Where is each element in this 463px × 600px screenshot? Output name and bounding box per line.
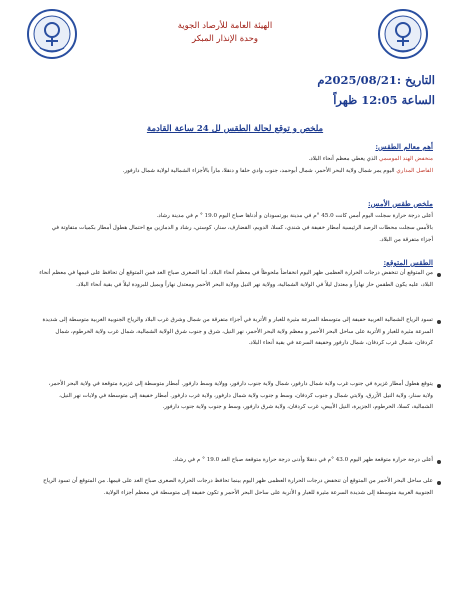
itcz-text: اليوم يمر شمال ولاية البحر الأحمر، شمال أبوحمد، جنوب وادي حلفا و دنقلا، ماراً بالأجزاء الشمالية لولاية شمال دارفور.: [122, 168, 397, 174]
section-forecast-heading: [383, 258, 433, 267]
page-title: ملخص و توقع لحالة الطقس لل 24 ساعة القادمة: [146, 124, 324, 134]
organization-name: [150, 20, 300, 46]
yesterday-temperatures: أعلى درجة حرارة سجلت اليوم أمس كانت 45.0 °م في مدينة بورتسودان و أدناها صباح اليوم 19.0 ° م في مدينة رشاد.: [156, 213, 433, 219]
report-time: الساعة 12:05 ظهراً: [333, 93, 435, 107]
bullet-dot: [437, 384, 441, 388]
forecast-red-sea-coast: على ساحل البحر الأحمر من المتوقع أن تنخفض درجات الحرارة العظمى ظهر اليوم بينما تحافظ درجات الحرارة الصغرى صباح الغد على قيمها. من المتوقع أن تسود الرياح الجنوبية الغربية متوسطة إلى شديدة السرعة مثيرة للغبار و الأتربة على ساحل البحر الأحمر و تكون خفيفة إلى متوسطة في معظم أجزاء الولاية.: [43, 478, 433, 496]
section-heading-text: ملخص طقس الأمس:: [368, 199, 433, 208]
section-heading-text: أهم معالم الطقس:: [375, 142, 433, 151]
bullet-dot: [437, 460, 441, 464]
section-heading-text: الطقس المتوقع:: [383, 258, 433, 267]
itcz-term: الفاصل المداري: [396, 168, 433, 174]
forecast-temperatures: من المتوقع أن تنخفض درجات الحرارة العظمى ظهر اليوم انخفاضاً ملحوظاً في معظم أنحاء البلاد، أما الصغرى صباح الغد فمن المتوقع أن تحافظ على قيمها في معظم أنحاء البلاد، عليه يكون الطقس حار نهاراً و معتدل ليلاً في الولاية الشمالية، وولاية نهر النيل وولاية البحر الأحمر ومعتدل نهاراً وبميل للبرودة ليلاً في بقية أنحاء البلاد.: [39, 270, 433, 288]
arabic-meteorological-logo: [377, 8, 429, 60]
section-weather-features-heading: [375, 142, 433, 151]
weather-feature-itcz: [38, 166, 433, 178]
bullet-dot: [437, 320, 441, 324]
bullet-dot: [437, 481, 441, 485]
monsoon-text: الذي يغطي معظم أنحاء البلاد.: [308, 156, 380, 162]
forecast-rainfall: يتوقع هطول أمطار غزيرة في جنوب غرب ولاية شمال دارفور، شمال ولاية جنوب دارفور، وولاية وسط دارفور. أمطار متوسطة إلى غزيرة متوقعة في ولاية البحر الأحمر، ولاية سنار، ولاية النيل الأزرق، ولايتي شمال و جنوب كردفان، وسط و جنوب ولاية شمال دارفور، ولاية غرب دارفور. أمطار خفيفة إلى متوسطة في ولايات نهر النيل، الشمالية، كسلا، الخرطوم، الجزيرة، النيل الأبيض، غرب كردفان، ولاية شرق دارفور، وسط و جنوب ولاية جنوب دارفور.: [48, 381, 433, 411]
weather-feature-monsoon: [38, 154, 433, 166]
org-line-2: وحدة الإنذار المبكر: [192, 34, 258, 44]
sudan-meteorological-authority-logo: [26, 8, 78, 60]
forecast-winds: تسود الرياح الشمالية الغربية خفيفة إلى متوسطة السرعة مثيرة للغبار و الأتربة في أجزاء متفرقة من شمال وشرق غرب البلاد والرياح الجنوبية الغربية متوسطة إلى شديدة السرعة مثيرة للغبار و الأتربة على ساحل البحر الأحمر و معظم ولاية البحر الأحمر، نهر النيل، شرق و جنوب شرق الولاية الشمالية، شمال غرب ولاية الخرطوم، شمال كردفان، شمال غرب كردفان، شمال دارفور وخفيفة السرعة في بقية أنحاء البلاد.: [42, 317, 433, 347]
yesterday-rainfall: بالأمس سجلت محطات الرصد الرئيسية أمطار خفيفة في شندي، كسلا، الدويم، القضارف، سنار، كوستي، رشاد و الدمازين مع احتمال هطول أمطار بكميات متفاوتة في أجزاء متفرقة من البلاد.: [51, 225, 433, 243]
forecast-extremes: أعلى درجة حرارة متوقعة ظهر اليوم 43.0 °م في دنقلا وأدنى درجة حرارة متوقعة صباح الغد 19.0 ° م في رشاد.: [172, 457, 433, 463]
report-date: التاريخ :2025/08/21م: [317, 73, 435, 87]
bullet-dot: [437, 273, 441, 277]
section-yesterday-heading: [368, 199, 433, 208]
org-line-1: الهيئة العامة للأرصاد الجوية: [177, 21, 273, 31]
monsoon-term: منخفض الهند الموسمي: [379, 156, 433, 162]
